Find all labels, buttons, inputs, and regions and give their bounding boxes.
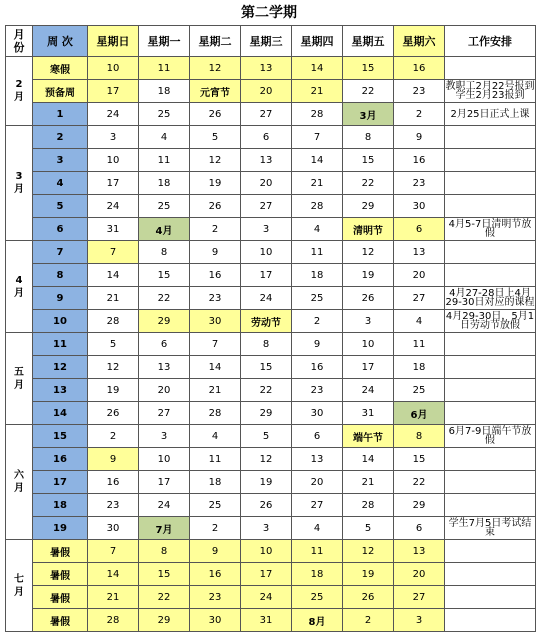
day-cell: 13 — [241, 57, 292, 80]
day-cell: 20 — [394, 563, 445, 586]
day-cell: 8 — [139, 540, 190, 563]
day-cell: 28 — [190, 402, 241, 425]
week-row — [6, 218, 536, 241]
day-cell: 12 — [190, 149, 241, 172]
day-cell: 23 — [190, 586, 241, 609]
day-cell: 31 — [88, 218, 139, 241]
day-cell: 7 — [190, 333, 241, 356]
header-monday: 星期一 — [139, 26, 190, 57]
day-cell: 17 — [241, 563, 292, 586]
day-cell: 27 — [292, 494, 343, 517]
day-cell: 26 — [190, 103, 241, 126]
header-saturday: 星期六 — [394, 26, 445, 57]
day-cell: 29 — [139, 310, 190, 333]
day-cell: 24 — [139, 494, 190, 517]
day-cell: 28 — [343, 494, 394, 517]
day-cell: 3 — [343, 310, 394, 333]
month-label: 4 月 — [6, 241, 33, 333]
day-cell: 20 — [292, 471, 343, 494]
work-note — [445, 402, 536, 425]
week-number: 17 — [33, 471, 88, 494]
week-row — [6, 609, 536, 632]
month-label: 七 月 — [6, 540, 33, 632]
day-cell: 30 — [190, 310, 241, 333]
day-cell: 22 — [139, 586, 190, 609]
header-tuesday: 星期二 — [190, 26, 241, 57]
work-note — [445, 57, 536, 80]
day-cell: 2 — [88, 425, 139, 448]
day-cell: 20 — [394, 264, 445, 287]
week-row — [6, 172, 536, 195]
day-cell: 19 — [190, 172, 241, 195]
week-number: 暑假 — [33, 563, 88, 586]
day-cell: 16 — [394, 149, 445, 172]
day-cell: 2 — [190, 218, 241, 241]
day-cell: 31 — [241, 609, 292, 632]
day-cell: 8月 — [292, 609, 343, 632]
day-cell: 26 — [343, 287, 394, 310]
week-number: 寒假 — [33, 57, 88, 80]
day-cell: 21 — [88, 287, 139, 310]
day-cell: 28 — [292, 195, 343, 218]
week-number: 暑假 — [33, 540, 88, 563]
day-cell: 11 — [190, 448, 241, 471]
work-note — [445, 241, 536, 264]
day-cell: 15 — [139, 264, 190, 287]
day-cell: 17 — [88, 80, 139, 103]
week-row — [6, 494, 536, 517]
day-cell: 29 — [343, 195, 394, 218]
work-note: 教职工2月22号报到 学生2月23报到 — [445, 81, 535, 101]
month-label: 五 月 — [6, 333, 33, 425]
work-note: 4月5-7日清明节放假 — [445, 218, 536, 241]
day-cell: 12 — [343, 540, 394, 563]
day-cell: 16 — [394, 57, 445, 80]
day-cell: 9 — [190, 540, 241, 563]
week-number: 2 — [33, 126, 88, 149]
day-cell: 28 — [292, 103, 343, 126]
work-note — [445, 333, 536, 356]
work-note — [445, 471, 536, 494]
day-cell: 31 — [343, 402, 394, 425]
week-row — [6, 57, 536, 80]
day-cell: 21 — [292, 80, 343, 103]
day-cell: 12 — [343, 241, 394, 264]
day-cell: 24 — [241, 287, 292, 310]
day-cell: 27 — [139, 402, 190, 425]
work-note: 6月7-9日端午节放假 — [445, 425, 536, 448]
week-row — [6, 264, 536, 287]
day-cell: 6 — [139, 333, 190, 356]
semester-calendar-table — [5, 25, 536, 632]
day-cell: 15 — [139, 563, 190, 586]
day-cell: 6 — [292, 425, 343, 448]
day-cell: 24 — [241, 586, 292, 609]
work-note — [445, 540, 536, 563]
day-cell: 25 — [190, 494, 241, 517]
week-number: 3 — [33, 149, 88, 172]
day-cell: 10 — [88, 149, 139, 172]
day-cell: 17 — [88, 172, 139, 195]
day-cell: 21 — [88, 586, 139, 609]
day-cell: 19 — [343, 264, 394, 287]
day-cell: 23 — [190, 287, 241, 310]
day-cell: 17 — [343, 356, 394, 379]
week-number: 8 — [33, 264, 88, 287]
day-cell: 22 — [394, 471, 445, 494]
day-cell: 7月 — [139, 517, 190, 540]
day-cell: 10 — [88, 57, 139, 80]
page-title: 第二学期 — [241, 5, 297, 21]
day-cell: 25 — [292, 287, 343, 310]
work-note — [445, 172, 536, 195]
week-row — [6, 379, 536, 402]
day-cell: 24 — [88, 195, 139, 218]
day-cell: 18 — [292, 264, 343, 287]
week-number: 暑假 — [33, 609, 88, 632]
work-note — [445, 356, 536, 379]
day-cell: 21 — [190, 379, 241, 402]
day-cell: 11 — [139, 149, 190, 172]
work-note — [445, 379, 536, 402]
work-note: 学生7月5日考试结束 — [445, 517, 536, 540]
day-cell: 6月 — [394, 402, 445, 425]
day-cell: 23 — [394, 80, 445, 103]
day-cell: 3月 — [343, 103, 394, 126]
day-cell: 24 — [343, 379, 394, 402]
week-row — [6, 287, 536, 310]
day-cell: 18 — [292, 563, 343, 586]
day-cell: 8 — [343, 126, 394, 149]
day-cell: 8 — [394, 425, 445, 448]
month-label: 2 月 — [6, 57, 33, 126]
day-cell: 3 — [139, 425, 190, 448]
day-cell: 16 — [292, 356, 343, 379]
day-cell: 29 — [241, 402, 292, 425]
day-cell: 19 — [241, 471, 292, 494]
day-cell: 14 — [292, 57, 343, 80]
day-cell: 27 — [394, 287, 445, 310]
day-cell: 清明节 — [343, 218, 394, 241]
day-cell: 14 — [88, 563, 139, 586]
work-note — [445, 609, 536, 632]
work-note — [445, 149, 536, 172]
day-cell: 22 — [343, 172, 394, 195]
day-cell: 18 — [139, 80, 190, 103]
day-cell: 26 — [190, 195, 241, 218]
day-cell: 18 — [394, 356, 445, 379]
day-cell: 3 — [241, 218, 292, 241]
month-label: 六 月 — [6, 425, 33, 540]
day-cell: 9 — [88, 448, 139, 471]
day-cell: 13 — [394, 540, 445, 563]
day-cell: 13 — [139, 356, 190, 379]
day-cell: 20 — [139, 379, 190, 402]
work-note: 2月25日正式上课 — [445, 103, 536, 126]
header-thursday: 星期四 — [292, 26, 343, 57]
week-row — [6, 310, 536, 333]
week-number: 13 — [33, 379, 88, 402]
week-row — [6, 195, 536, 218]
week-number: 7 — [33, 241, 88, 264]
day-cell: 5 — [343, 517, 394, 540]
day-cell: 7 — [292, 126, 343, 149]
week-row — [6, 471, 536, 494]
day-cell: 12 — [241, 448, 292, 471]
day-cell: 15 — [343, 57, 394, 80]
week-number: 18 — [33, 494, 88, 517]
day-cell: 28 — [88, 609, 139, 632]
day-cell: 7 — [88, 540, 139, 563]
week-row — [6, 517, 536, 540]
day-cell: 20 — [241, 172, 292, 195]
work-note — [445, 563, 536, 586]
day-cell: 10 — [241, 540, 292, 563]
day-cell: 23 — [88, 494, 139, 517]
work-note — [445, 264, 536, 287]
day-cell: 25 — [139, 103, 190, 126]
week-number: 9 — [33, 287, 88, 310]
week-row — [6, 149, 536, 172]
day-cell: 14 — [190, 356, 241, 379]
header-notes: 工作安排 — [445, 26, 536, 57]
day-cell: 16 — [88, 471, 139, 494]
day-cell: 20 — [241, 80, 292, 103]
day-cell: 7 — [88, 241, 139, 264]
day-cell: 27 — [241, 195, 292, 218]
day-cell: 18 — [190, 471, 241, 494]
work-note — [445, 126, 536, 149]
day-cell: 16 — [190, 264, 241, 287]
day-cell: 6 — [394, 218, 445, 241]
day-cell: 2 — [394, 103, 445, 126]
day-cell: 11 — [292, 241, 343, 264]
day-cell: 13 — [394, 241, 445, 264]
work-note — [445, 448, 536, 471]
month-label: 3 月 — [6, 126, 33, 241]
week-number: 12 — [33, 356, 88, 379]
week-number: 5 — [33, 195, 88, 218]
work-note: 4月27-28日上4月29-30日对应的课程 — [445, 288, 535, 308]
day-cell: 26 — [88, 402, 139, 425]
day-cell: 4 — [139, 126, 190, 149]
work-note — [445, 586, 536, 609]
week-number: 暑假 — [33, 586, 88, 609]
header-week: 周 次 — [33, 26, 88, 57]
day-cell: 30 — [394, 195, 445, 218]
day-cell: 27 — [394, 586, 445, 609]
day-cell: 22 — [343, 80, 394, 103]
day-cell: 25 — [292, 586, 343, 609]
day-cell: 26 — [343, 586, 394, 609]
work-note — [445, 195, 536, 218]
day-cell: 21 — [343, 471, 394, 494]
day-cell: 15 — [343, 149, 394, 172]
day-cell: 26 — [241, 494, 292, 517]
day-cell: 25 — [139, 195, 190, 218]
day-cell: 4 — [190, 425, 241, 448]
day-cell: 27 — [241, 103, 292, 126]
day-cell: 14 — [88, 264, 139, 287]
day-cell: 2 — [190, 517, 241, 540]
week-row — [6, 402, 536, 425]
day-cell: 4 — [394, 310, 445, 333]
day-cell: 11 — [394, 333, 445, 356]
day-cell: 16 — [190, 563, 241, 586]
day-cell: 9 — [190, 241, 241, 264]
day-cell: 29 — [394, 494, 445, 517]
day-cell: 25 — [394, 379, 445, 402]
week-row — [6, 333, 536, 356]
day-cell: 10 — [241, 241, 292, 264]
day-cell: 6 — [394, 517, 445, 540]
day-cell: 10 — [343, 333, 394, 356]
week-number: 6 — [33, 218, 88, 241]
week-number: 16 — [33, 448, 88, 471]
week-number: 1 — [33, 103, 88, 126]
day-cell: 19 — [88, 379, 139, 402]
week-number: 预备周 — [33, 80, 88, 103]
day-cell: 4月 — [139, 218, 190, 241]
week-row — [6, 241, 536, 264]
week-row — [6, 540, 536, 563]
day-cell: 9 — [394, 126, 445, 149]
day-cell: 13 — [292, 448, 343, 471]
day-cell: 3 — [241, 517, 292, 540]
header-month: 月 份 — [6, 26, 33, 57]
day-cell: 3 — [88, 126, 139, 149]
week-row — [6, 448, 536, 471]
week-row — [6, 80, 536, 103]
week-number: 10 — [33, 310, 88, 333]
week-row — [6, 356, 536, 379]
day-cell: 22 — [139, 287, 190, 310]
day-cell: 4 — [292, 218, 343, 241]
day-cell: 元宵节 — [190, 80, 241, 103]
day-cell: 23 — [292, 379, 343, 402]
day-cell: 2 — [343, 609, 394, 632]
header-friday: 星期五 — [343, 26, 394, 57]
day-cell: 29 — [139, 609, 190, 632]
day-cell: 15 — [241, 356, 292, 379]
day-cell: 8 — [241, 333, 292, 356]
week-row — [6, 586, 536, 609]
day-cell: 端午节 — [343, 425, 394, 448]
day-cell: 19 — [343, 563, 394, 586]
day-cell: 24 — [88, 103, 139, 126]
week-row — [6, 563, 536, 586]
week-number: 14 — [33, 402, 88, 425]
day-cell: 6 — [241, 126, 292, 149]
day-cell: 10 — [139, 448, 190, 471]
day-cell: 5 — [88, 333, 139, 356]
day-cell: 30 — [190, 609, 241, 632]
day-cell: 劳动节 — [241, 310, 292, 333]
day-cell: 11 — [139, 57, 190, 80]
day-cell: 8 — [139, 241, 190, 264]
day-cell: 5 — [190, 126, 241, 149]
day-cell: 9 — [292, 333, 343, 356]
work-note — [445, 494, 536, 517]
day-cell: 13 — [241, 149, 292, 172]
day-cell: 22 — [241, 379, 292, 402]
day-cell: 21 — [292, 172, 343, 195]
day-cell: 14 — [292, 149, 343, 172]
week-row — [6, 103, 536, 126]
week-number: 15 — [33, 425, 88, 448]
week-number: 11 — [33, 333, 88, 356]
day-cell: 28 — [88, 310, 139, 333]
week-row — [6, 126, 536, 149]
week-number: 19 — [33, 517, 88, 540]
day-cell: 14 — [343, 448, 394, 471]
day-cell: 5 — [241, 425, 292, 448]
day-cell: 3 — [394, 609, 445, 632]
header-wednesday: 星期三 — [241, 26, 292, 57]
week-row — [6, 425, 536, 448]
day-cell: 17 — [241, 264, 292, 287]
day-cell: 4 — [292, 517, 343, 540]
day-cell: 2 — [292, 310, 343, 333]
day-cell: 15 — [394, 448, 445, 471]
day-cell: 11 — [292, 540, 343, 563]
work-note: 4月29-30日，5月1日劳动节放假 — [445, 311, 535, 331]
day-cell: 12 — [190, 57, 241, 80]
day-cell: 30 — [292, 402, 343, 425]
header-sunday: 星期日 — [88, 26, 139, 57]
day-cell: 12 — [88, 356, 139, 379]
day-cell: 23 — [394, 172, 445, 195]
day-cell: 17 — [139, 471, 190, 494]
day-cell: 18 — [139, 172, 190, 195]
week-number: 4 — [33, 172, 88, 195]
day-cell: 30 — [88, 517, 139, 540]
header-row — [6, 26, 536, 57]
